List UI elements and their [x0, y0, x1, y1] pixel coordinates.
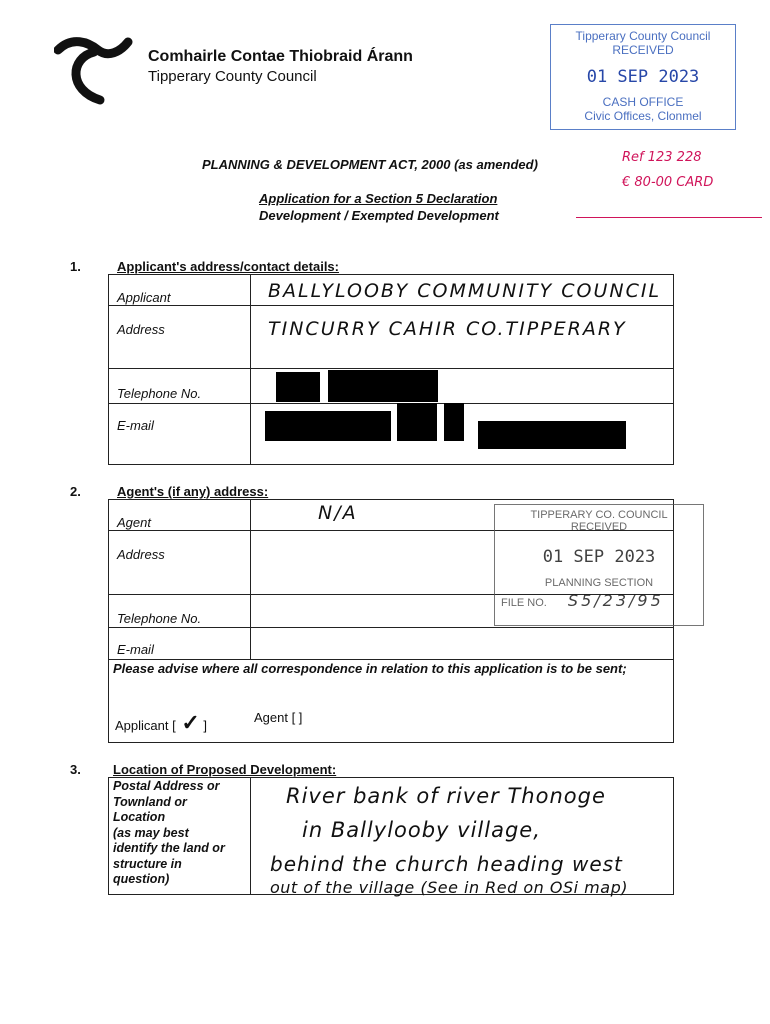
- checkmark-icon: ✓: [181, 710, 200, 735]
- agent-telephone-label: Telephone No.: [117, 611, 202, 626]
- address-value: TINCURRY CAHIR CO.TIPPERARY: [268, 318, 627, 340]
- section-2-number: 2.: [70, 484, 81, 499]
- stamp-line: Civic Offices, Clonmel: [584, 109, 702, 123]
- applicant-option-label: Applicant [: [115, 718, 176, 733]
- redaction: [397, 403, 437, 441]
- stamp-line: Tipperary County Council: [575, 29, 711, 43]
- redaction: [265, 411, 391, 441]
- telephone-label: Telephone No.: [117, 386, 202, 401]
- location-line: out of the village (See in Red on OSi map): [270, 878, 628, 897]
- applicant-option-close: ]: [203, 718, 208, 733]
- stamp-line: TIPPERARY CO. COUNCIL: [530, 509, 668, 521]
- act-title: PLANNING & DEVELOPMENT ACT, 2000 (as amended): [202, 157, 538, 172]
- location-label-line: Townland or: [113, 794, 187, 809]
- table-divider: [250, 274, 251, 465]
- location-label-line: Location: [113, 810, 166, 824]
- location-label-line: structure in: [113, 856, 182, 871]
- org-name-english: Tipperary County Council: [148, 68, 317, 85]
- table-divider: [250, 499, 251, 659]
- row-divider: [108, 305, 674, 306]
- agent-address-label: Address: [117, 547, 165, 562]
- received-stamp: [550, 24, 736, 130]
- redaction: [276, 372, 320, 402]
- section-1-number: 1.: [70, 259, 81, 274]
- location-label-line: (as may best: [113, 825, 189, 840]
- agent-email-label: E-mail: [117, 642, 154, 657]
- redaction: [328, 370, 438, 402]
- location-label-line: question): [113, 872, 170, 886]
- correspondence-question: Please advise where all correspondence in relation to this application is to be sent;: [113, 661, 627, 676]
- section-2-title: Agent's (if any) address:: [117, 484, 269, 499]
- applicant-label: Applicant: [117, 290, 171, 305]
- stamp-date: 01 SEP 2023: [542, 547, 656, 567]
- handwritten-ref: Ref 123 228: [622, 150, 702, 165]
- file-number: S5/23/95: [567, 591, 664, 610]
- application-title: Application for a Section 5 Declaration: [259, 191, 498, 206]
- location-line: behind the church heading west: [270, 852, 623, 876]
- location-line: River bank of river Thonoge: [286, 784, 606, 808]
- agent-label: Agent: [117, 515, 151, 530]
- applicant-option[interactable]: [115, 710, 207, 736]
- location-line: in Ballylooby village,: [302, 818, 541, 842]
- redaction: [444, 403, 464, 441]
- file-label: FILE NO.: [501, 597, 547, 609]
- address-label: Address: [117, 322, 165, 337]
- location-label-line: identify the land or: [113, 841, 225, 855]
- stamp-line: RECEIVED: [570, 521, 628, 533]
- stamp-date: 01 SEP 2023: [586, 67, 700, 87]
- table-divider: [250, 777, 251, 895]
- location-label-line: Postal Address or: [113, 779, 220, 793]
- stamp-file-row: [495, 591, 703, 610]
- section-1-title: Applicant's address/contact details:: [117, 259, 339, 274]
- row-divider: [108, 403, 674, 404]
- planning-received-stamp: [494, 504, 704, 626]
- row-divider: [108, 627, 674, 628]
- agent-option[interactable]: Agent [ ]: [254, 710, 303, 725]
- section-3-title: Location of Proposed Development:: [113, 762, 337, 777]
- redaction: [478, 421, 626, 449]
- row-divider: [108, 368, 674, 369]
- row-divider: [108, 659, 674, 660]
- stamp-line: PLANNING SECTION: [544, 577, 654, 589]
- applicant-value: BALLYLOOBY COMMUNITY COUNCIL: [268, 280, 662, 302]
- location-label: [113, 779, 245, 888]
- tipperary-council-logo-icon: [54, 28, 134, 108]
- section-3-number: 3.: [70, 762, 81, 777]
- red-underline: [576, 217, 762, 218]
- agent-value: N/A: [318, 502, 358, 524]
- org-name-irish: Comhairle Contae Thiobraid Árann: [148, 48, 413, 65]
- email-label: E-mail: [117, 418, 154, 433]
- stamp-line: CASH OFFICE: [602, 95, 684, 109]
- stamp-line: RECEIVED: [612, 43, 674, 57]
- handwritten-payment: € 80-00 CARD: [622, 175, 714, 190]
- development-subtitle: Development / Exempted Development: [259, 208, 499, 223]
